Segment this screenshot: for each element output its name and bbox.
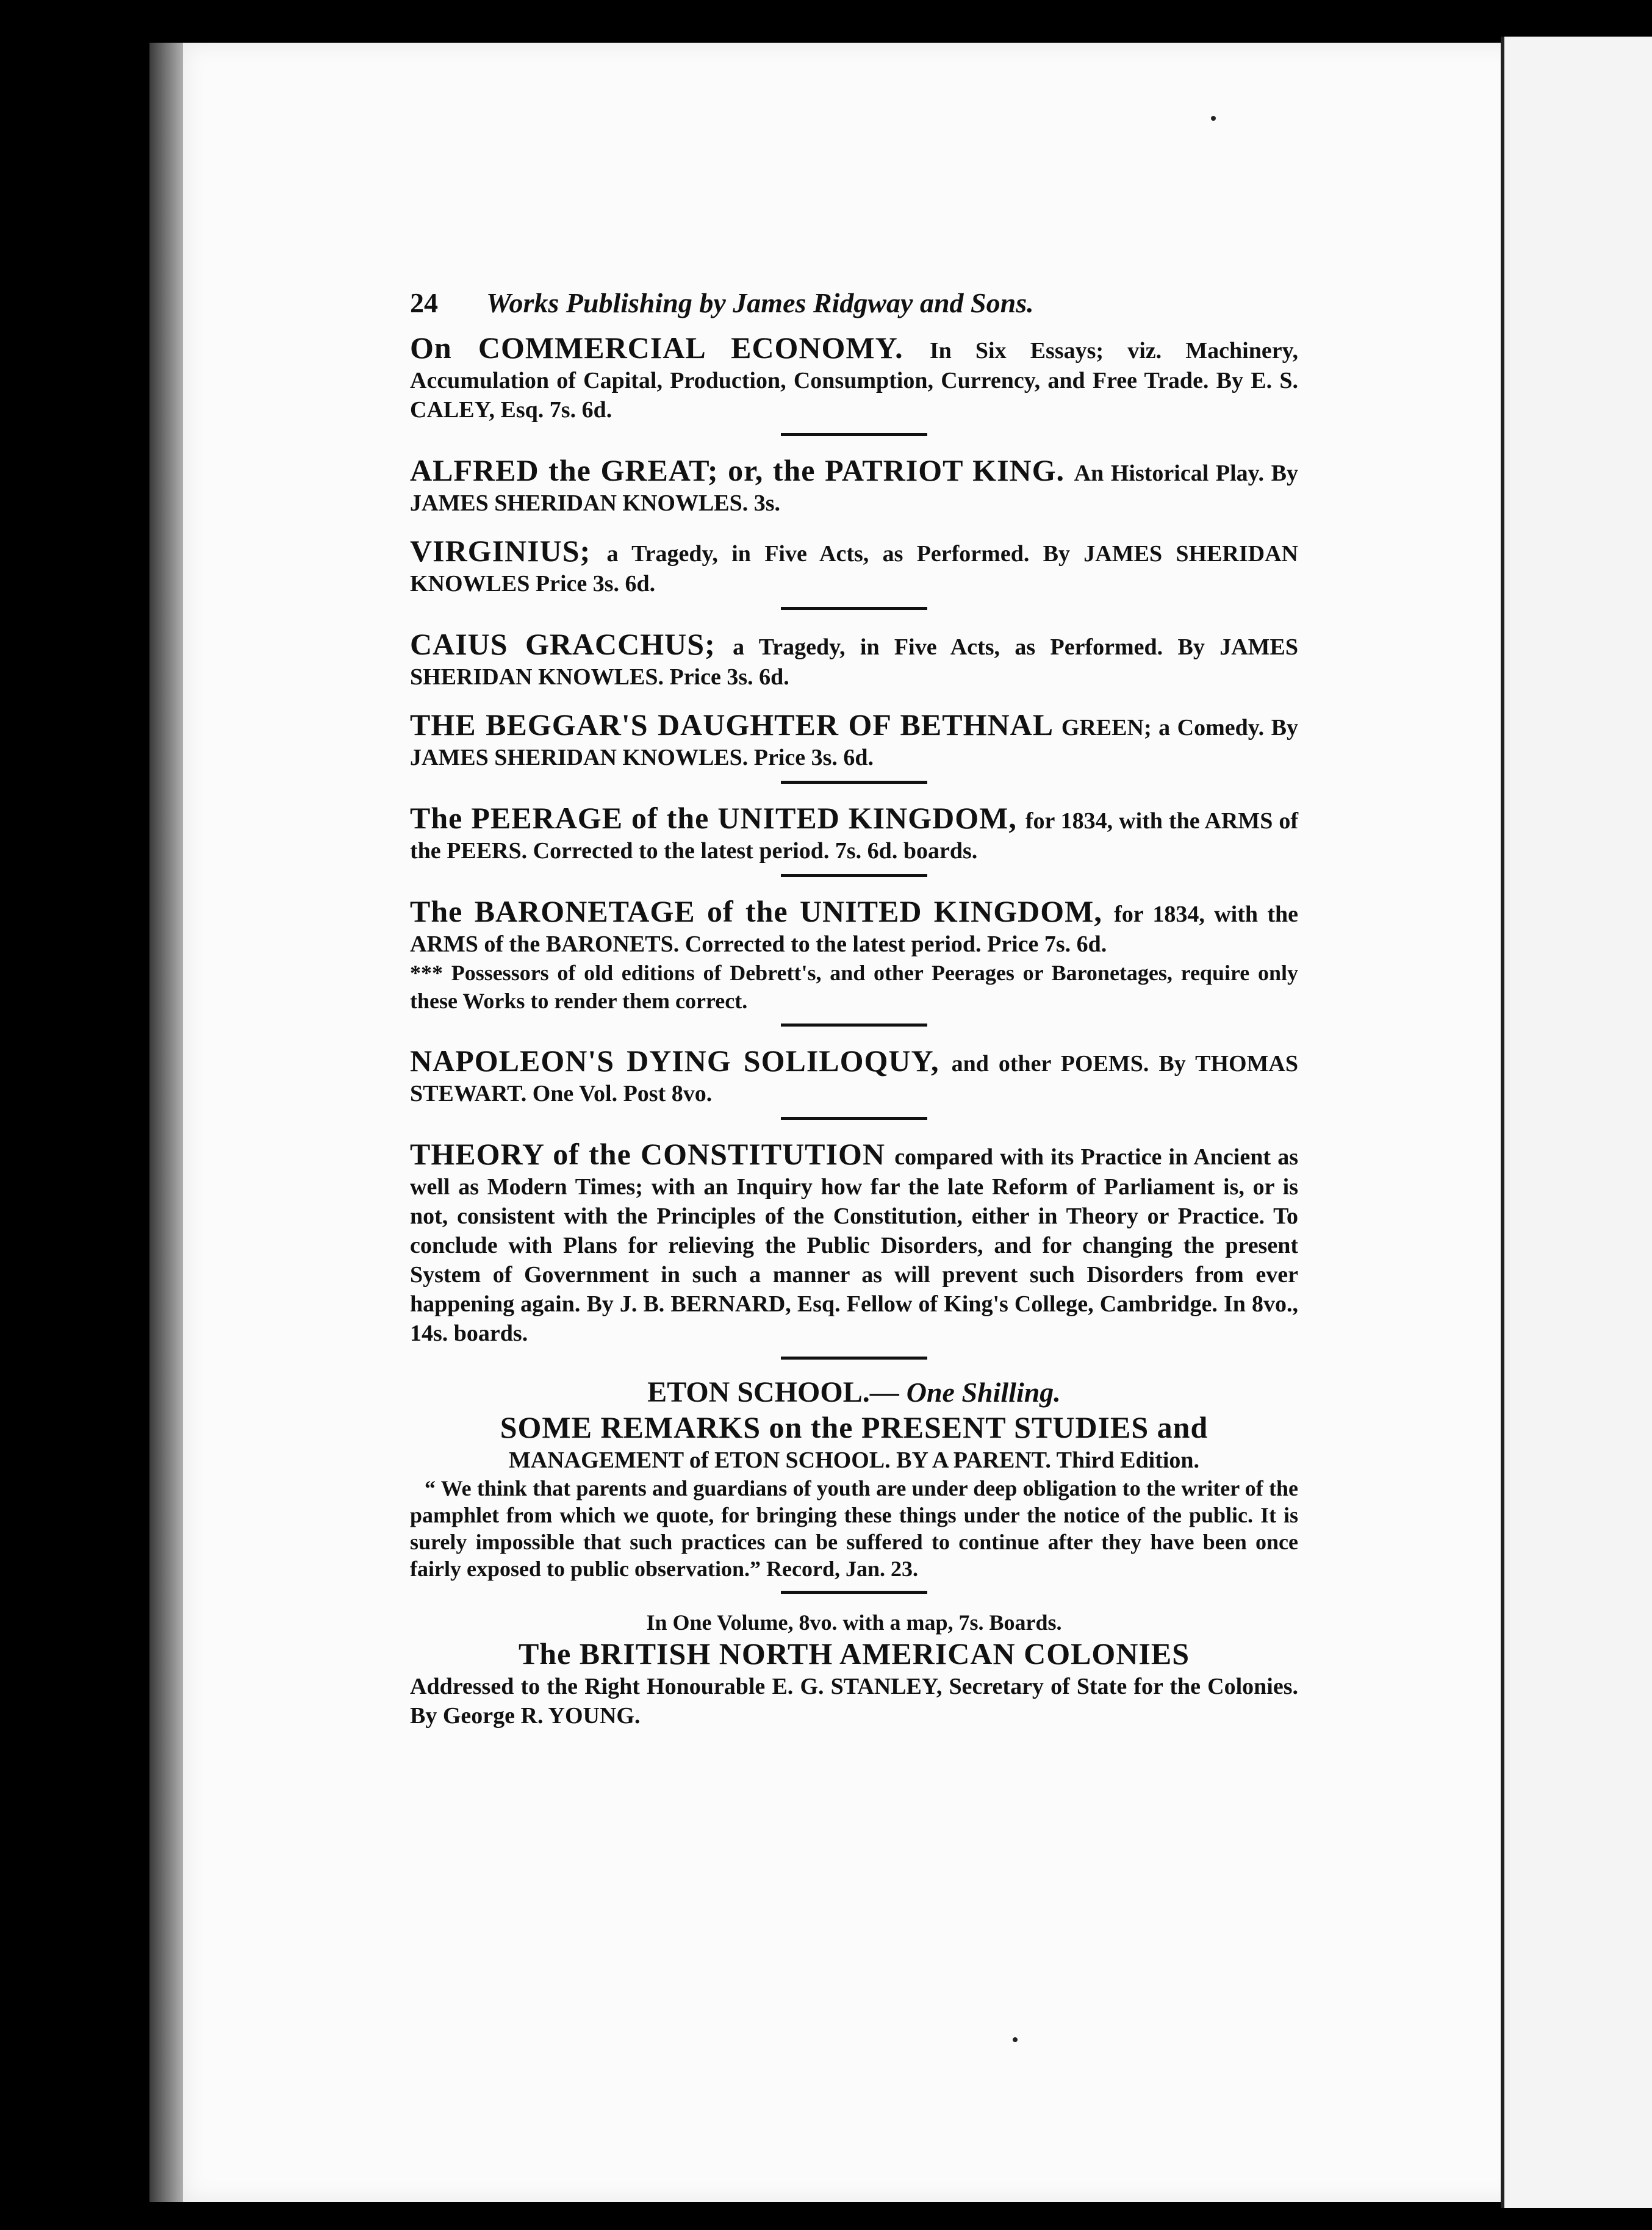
speck — [1013, 2037, 1018, 2042]
running-header — [410, 287, 1298, 329]
entry-body: In Six Essays; viz. Machinery, Accumulation of Capital, Production, Consumption, Currency, and Free Trade. By E. S. CALEY, Esq. 7s. 6d. — [410, 338, 1298, 423]
entry-title: SOME REMARKS on the PRESENT STUDIES and — [500, 1410, 1208, 1444]
entry-beggars-daughter — [410, 706, 1298, 772]
spacer — [410, 692, 1298, 706]
colonies-format: In One Volume, 8vo. with a map, 7s. Boards. — [646, 1610, 1062, 1635]
entry-commercial-economy — [410, 329, 1298, 425]
running-title: Works Publishing by James Ridgway and Sons. — [486, 287, 1034, 318]
entry-title: THEORY of the CONSTITUTION — [410, 1137, 895, 1171]
entry-body: for 1834, with the ARMS of the BARONETS. Corrected to the latest period. Price 7s. 6d. — [410, 902, 1298, 957]
entry-body: a Tragedy, in Five Acts, as Performed. By JAMES SHERIDAN KNOWLES. Price 3s. 6d. — [410, 634, 1298, 690]
entry-body: a Tragedy, in Five Acts, as Performed. By JAMES SHERIDAN KNOWLES Price 3s. 6d. — [410, 541, 1298, 597]
entry-title: NAPOLEON'S DYING SOLILOQUY, — [410, 1044, 952, 1078]
entry-colonies — [410, 1635, 1298, 1730]
entry-baronetage — [410, 893, 1298, 1015]
eton-heading-text: ETON SCHOOL.— — [647, 1376, 899, 1408]
divider-rule — [781, 1591, 927, 1594]
speck — [1211, 116, 1216, 121]
entry-body: Addressed to the Right Honourable E. G. STANLEY, Secretary of State for the Colonies. By George R. YOUNG. — [410, 1674, 1298, 1729]
divider-rule — [781, 1024, 927, 1027]
eton-heading — [410, 1375, 1298, 1409]
divider-rule — [781, 1357, 927, 1360]
entry-virginius — [410, 532, 1298, 598]
entry-title: The BARONETAGE of the UNITED KINGDOM, — [410, 894, 1115, 928]
divider-rule — [781, 433, 927, 436]
divider-rule — [781, 1117, 927, 1120]
entry-title: On COMMERCIAL ECONOMY. — [410, 331, 930, 365]
divider-rule — [781, 781, 927, 784]
facing-page-edge — [1501, 37, 1652, 2208]
entry-body: An Historical Play. By JAMES SHERIDAN KNOWLES. 3s. — [410, 461, 1299, 516]
entry-note: *** Possessors of old editions of Debrett's, and other Peerages or Baronetages, require only these Works to render them correct. — [410, 961, 1298, 1013]
entry-body: compared with its Practice in Ancient as well as Modern Times; with an Inquiry how far the late Reform of Parliament is, or is not, consistent with the Principles of the Constitution, either in Theory or Practice. To conclude with Plans for relieving the Public Disorders, and for changing the present System of Government in such a manner as will prevent such Disorders from ever happening again. By J. B. BERNARD, Esq. Fellow of King's College, Cambridge. In 8vo., 14s. boards. — [410, 1144, 1298, 1346]
entry-body: and other POEMS. By THOMAS STEWART. One Vol. Post 8vo. — [410, 1051, 1298, 1106]
entry-eton-remarks — [410, 1409, 1298, 1475]
eton-price: One Shilling. — [906, 1377, 1061, 1408]
entry-body: GREEN; a Comedy. By JAMES SHERIDAN KNOWLES. Price 3s. 6d. — [410, 715, 1298, 770]
entry-caius-gracchus — [410, 626, 1298, 692]
entry-peerage — [410, 800, 1298, 866]
entry-theory-constitution — [410, 1136, 1298, 1348]
entry-title: CAIUS GRACCHUS; — [410, 627, 733, 661]
entry-body: for 1834, with the ARMS of the PEERS. Corrected to the latest period. 7s. 6d. boards. — [410, 808, 1299, 864]
divider-rule — [781, 874, 927, 877]
entry-napoleon — [410, 1042, 1298, 1108]
divider-rule — [781, 607, 927, 610]
review-quote: “ We think that parents and guardians of youth are under deep obligation to the writer of the pamphlet from which we quote, for bringing these things under the notice of the public. It is surely impossible that such practices can be suffered to continue after they have been once fairly exposed to public observation.” Record, Jan. 23. — [410, 1476, 1298, 1581]
entry-title: THE BEGGAR'S DAUGHTER OF BETHNAL — [410, 708, 1061, 742]
entry-title: The BRITISH NORTH AMERICAN COLONIES — [518, 1637, 1190, 1671]
entry-alfred — [410, 452, 1298, 518]
page-number: 24 — [410, 287, 438, 318]
entry-title: ALFRED the GREAT; or, the PATRIOT KING. — [410, 453, 1074, 487]
entry-subtitle: MANAGEMENT of ETON SCHOOL. BY A PARENT. Third Edition. — [508, 1447, 1200, 1473]
entry-title: VIRGINIUS; — [410, 534, 607, 568]
page-text — [410, 287, 1298, 1730]
entry-title: The PEERAGE of the UNITED KINGDOM, — [410, 801, 1025, 835]
spacer — [410, 518, 1298, 532]
